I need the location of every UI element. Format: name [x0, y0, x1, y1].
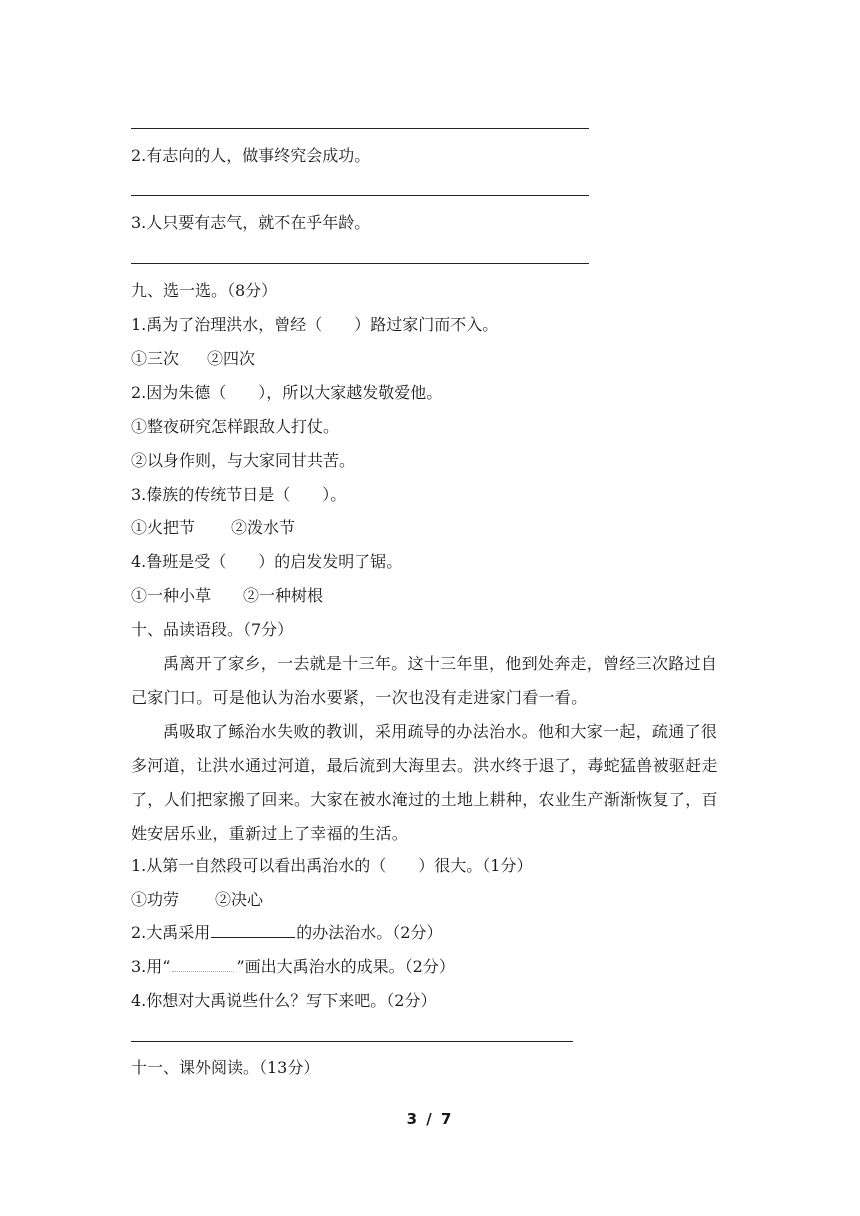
reading-paragraph-1: 禹离开了家乡，一去就是十三年。这十三年里，他到处奔走，曾经三次路过自己家门口。可是他认为治水要紧，一次也没有走进家门看一看。 [131, 654, 718, 707]
option-a: ①三次 [131, 349, 180, 368]
option-b: ②决心 [215, 890, 264, 909]
question-10-4: 4.你想对大禹说些什么？写下来吧。（2分） [131, 991, 437, 1010]
question-10-1: 1.从第一自然段可以看出禹治水的（ ）很大。（1分） [131, 856, 533, 875]
section-10-title: 十、品读语段。（7分） [131, 620, 294, 639]
question-9-3: 3.傣族的传统节日是（ ）。 [131, 485, 347, 504]
question-text: 2.大禹采用 [131, 923, 211, 942]
question-text: 3.用“ [131, 957, 171, 976]
question-8-2: 2.有志向的人，做事终究会成功。 [131, 146, 371, 165]
option-a: ①功劳 [131, 890, 180, 909]
option-b: ②一种树根 [243, 586, 324, 605]
section-9-title: 九、选一选。（8分） [131, 281, 278, 300]
options-9-4 [131, 586, 323, 606]
answer-line [131, 128, 589, 129]
option-b: ②以身作则，与大家同甘共苦。 [131, 451, 356, 470]
question-text: ”画出大禹治水的成果。（2分） [236, 957, 455, 976]
options-9-1 [131, 349, 255, 369]
question-9-1: 1.禹为了治理洪水，曾经（ ）路过家门而不入。 [131, 315, 499, 334]
wavy-line-mark [172, 961, 234, 972]
option-a: ①一种小草 [131, 586, 212, 605]
answer-line [131, 263, 589, 264]
question-9-2: 2.因为朱德（ ），所以大家越发敬爱他。 [131, 383, 443, 402]
question-10-2 [131, 923, 442, 943]
question-9-4: 4.鲁班是受（ ）的启发发明了锯。 [131, 552, 403, 571]
option-a: ①火把节 [131, 518, 196, 537]
option-b: ②泼水节 [231, 518, 296, 537]
option-a: ①整夜研究怎样跟敌人打仗。 [131, 417, 340, 436]
page-number: 3 / 7 [406, 1110, 454, 1128]
question-text: 的办法治水。（2分） [296, 923, 443, 942]
section-11-title: 十一、课外阅读。（13分） [131, 1058, 320, 1077]
answer-line [131, 1041, 573, 1042]
options-9-3 [131, 518, 295, 538]
fill-blank-line [211, 923, 295, 938]
option-b: ②四次 [207, 349, 256, 368]
reading-paragraph-2: 禹吸取了鲧治水失败的教训，采用疏导的办法治水。他和大家一起，疏通了很多河道，让洪水通过河道，最后流到大海里去。洪水终于退了，毒蛇猛兽被驱赶走了，人们把家搬了回来。大家在被水淹过的土地上耕种，农业生产渐渐恢复了，百姓安居乐业，重新过上了幸福的生活。 [131, 722, 718, 843]
question-8-3: 3.人只要有志气，就不在乎年龄。 [131, 213, 371, 232]
answer-line [131, 195, 589, 196]
options-10-1 [131, 890, 263, 910]
question-10-3 [131, 957, 455, 977]
